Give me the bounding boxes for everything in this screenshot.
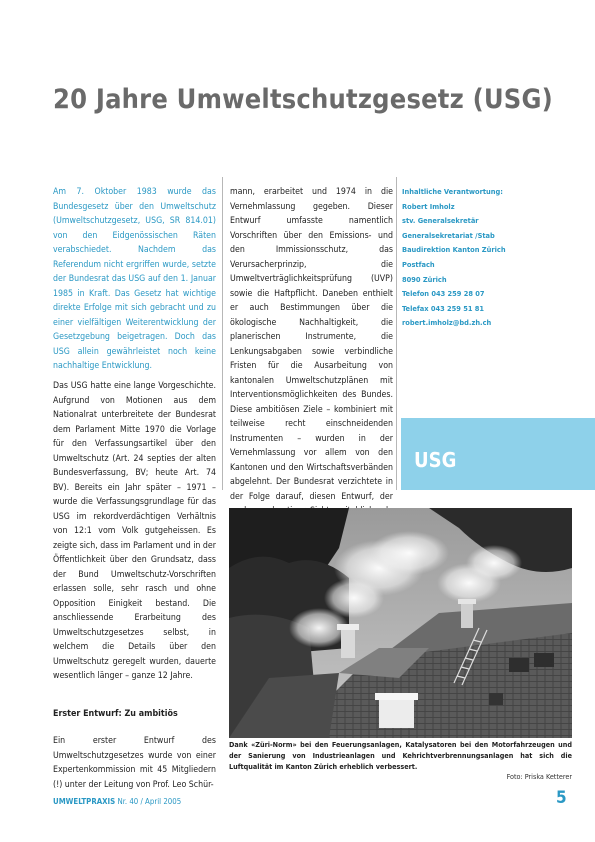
contact-phone: Telefon 043 259 28 07 bbox=[402, 289, 485, 299]
body-column-2 bbox=[230, 185, 393, 533]
photo-credit: Foto: Priska Ketterer bbox=[506, 772, 572, 781]
lead-paragraph bbox=[53, 185, 216, 374]
contact-org: Baudirektion Kanton Zürich bbox=[402, 245, 506, 255]
contact-role: stv. Generalsekretär bbox=[402, 216, 479, 226]
contact-email[interactable]: robert.imholz@bd.zh.ch bbox=[402, 318, 492, 328]
usg-box-label: USG bbox=[414, 448, 457, 472]
page-number: 5 bbox=[556, 788, 567, 808]
contact-city: 8090 Zürich bbox=[402, 274, 447, 284]
body-text: Das USG hatte eine lange Vorgeschichte. Aufgrund von Motionen aus dem Nationalrat unterbreitete der Bundesrat dem Parlament Mitte 1970 die Vorlage für den Verfassungsartikel über den Umweltschutz (Art. 24 septies der alten Bundesverfassung, BV; heute Art. 74 BV). Bereits ein Jahr später – 1971 – wurde die Verfassungsgrundlage für das USG im rekordverdächtigen Verhältnis von 12:1 vom Volk gutgeheissen. Es zeigte sich, dass im Parlament und in der Öffentlichkeit über den Grundsatz, dass der Bund Umweltschutz-Vorschriften erlassen solle, sehr rasch und ohne Opposition Einigkeit bestand. Die anschliessende Erarbeitung des Umweltschutzgesetzes selbst, in welchem die Details über den Umweltschutz geregelt wurden, dauerte wesentlich länger – ganze 12 Jahre. bbox=[53, 381, 216, 681]
contact-name: Robert Imholz bbox=[402, 201, 455, 211]
body-column-1-continued bbox=[53, 734, 216, 792]
section-subheading: Erster Entwurf: Zu ambitiös bbox=[53, 709, 178, 719]
body-text: mann, erarbeitet und 1974 in die Vernehmlassung gegeben. Dieser Entwurf umfasste namentlich Vorschriften über den Emissions- und den Immissionsschutz, das Verursacherprinzip, die Umweltverträglichkeitsprüfung (UVP) sowie die Haftpflicht. Daneben enthielt er auch Bestimmungen über die ökologische Nachhaltigkeit, die planerischen Instrumente, die Lenkungsabgaben sowie verbindliche Fristen für die Ausarbeitung von kantonalen Umweltschutzplänen mit Interventionsmöglichkeiten des Bundes. Diese ambitiösen Ziele – kombiniert mit teilweise recht einschneidenden Instrumenten – wurden in der Vernehmlassung vor allem von den Kantonen und den Wirtschaftsverbänden abgelehnt. Der Bundesrat verzichtete in der Folge darauf, diesen Entwurf, der bbox=[230, 187, 393, 502]
issue-info: Nr. 40 / April 2005 bbox=[117, 797, 182, 806]
column-divider bbox=[396, 177, 397, 490]
contact-heading: Inhaltliche Verantwortung: bbox=[402, 187, 503, 196]
lead-text: Am 7. Oktober 1983 wurde das Bundesgesetz über den Umweltschutz (Umweltschutzgesetz, USG, SR 814.01) von den Eidgenössischen Räten verabschiedet. Nachdem das Referendum nicht ergriffen wurde, setzte der Bundesrat das USG auf den 1. Januar 1985 in Kraft. Das Gesetz hat wichtige direkte Erfolge mit sich gebracht und zu einer vielfältigen Weiterentwicklung der Gesetzgebung beigetragen. Doch das USG allein gewährleistet noch keine nachhaltige Entwicklung. bbox=[53, 187, 216, 371]
contact-block bbox=[402, 185, 572, 331]
contact-postfach: Postfach bbox=[402, 259, 435, 269]
column-divider bbox=[222, 177, 223, 490]
contact-unit: Generalsekretariat /Stab bbox=[402, 230, 495, 240]
photo-illustration bbox=[229, 508, 572, 738]
body-column-1 bbox=[53, 379, 216, 684]
photo-caption: Dank «Züri-Norm» bei den Feuerungsanlagen, Katalysatoren bei den Motorfahrzeugen und der Sanierung von Industrieanlagen und Kehrichtverbrennungsanlagen hat sich die Luftqualität im Kanton Zürich erheblich verbessert. bbox=[229, 740, 572, 771]
body-text: Ein erster Entwurf des Umweltschutzgesetzes wurde von einer Expertenkommission mit 45 Mitgliedern (!) unter der Leitung von Prof. Leo Schür- bbox=[53, 736, 216, 790]
page-title: 20 Jahre Umweltschutzgesetz (USG) bbox=[53, 84, 553, 116]
page-footer bbox=[53, 797, 181, 806]
rooftop-chimney-photo bbox=[229, 508, 572, 738]
publication-name: UMWELTPRAXIS bbox=[53, 797, 116, 806]
contact-fax: Telefax 043 259 51 81 bbox=[402, 303, 485, 313]
